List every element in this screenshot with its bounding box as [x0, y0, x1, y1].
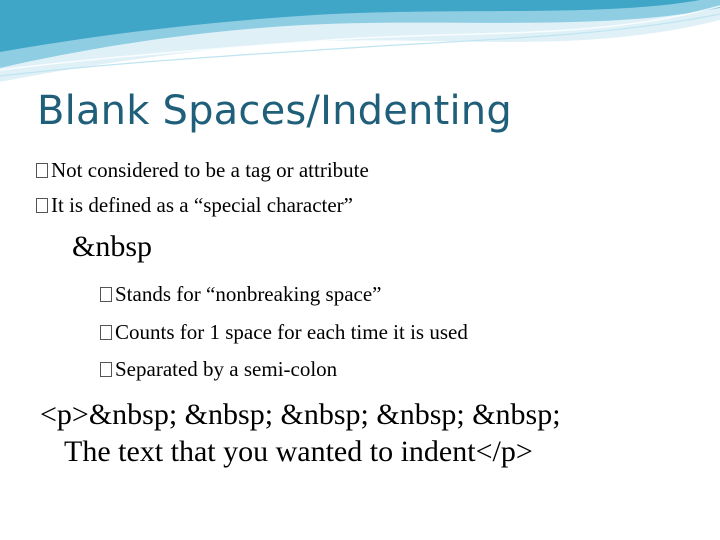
missing-glyph-box-icon	[36, 163, 48, 178]
sub-bullet-item	[100, 320, 468, 345]
bullet-text: It is defined as a “special character”	[51, 193, 353, 217]
slide-title: Blank Spaces/Indenting	[37, 88, 512, 134]
code-example-line-1: <p>&nbsp; &nbsp; &nbsp; &nbsp; &nbsp;	[40, 398, 561, 431]
bullet-item	[36, 193, 353, 218]
missing-glyph-box-icon	[36, 198, 48, 213]
bullet-item	[36, 158, 369, 183]
bullet-text: Not considered to be a tag or attribute	[51, 158, 369, 182]
missing-glyph-box-icon	[100, 287, 112, 302]
code-example-line-2: The text that you wanted to indent</p>	[64, 435, 533, 468]
header-wave-decoration	[0, 0, 720, 90]
sub-bullet-text: Separated by a semi-colon	[115, 357, 338, 381]
missing-glyph-box-icon	[100, 362, 112, 377]
sub-bullet-text: Stands for “nonbreaking space”	[115, 282, 382, 306]
subheading-nbsp: &nbsp	[72, 230, 153, 263]
sub-bullet-text: Counts for 1 space for each time it is used	[115, 320, 468, 344]
missing-glyph-box-icon	[100, 325, 112, 340]
sub-bullet-item	[100, 282, 382, 307]
sub-bullet-item	[100, 357, 337, 382]
